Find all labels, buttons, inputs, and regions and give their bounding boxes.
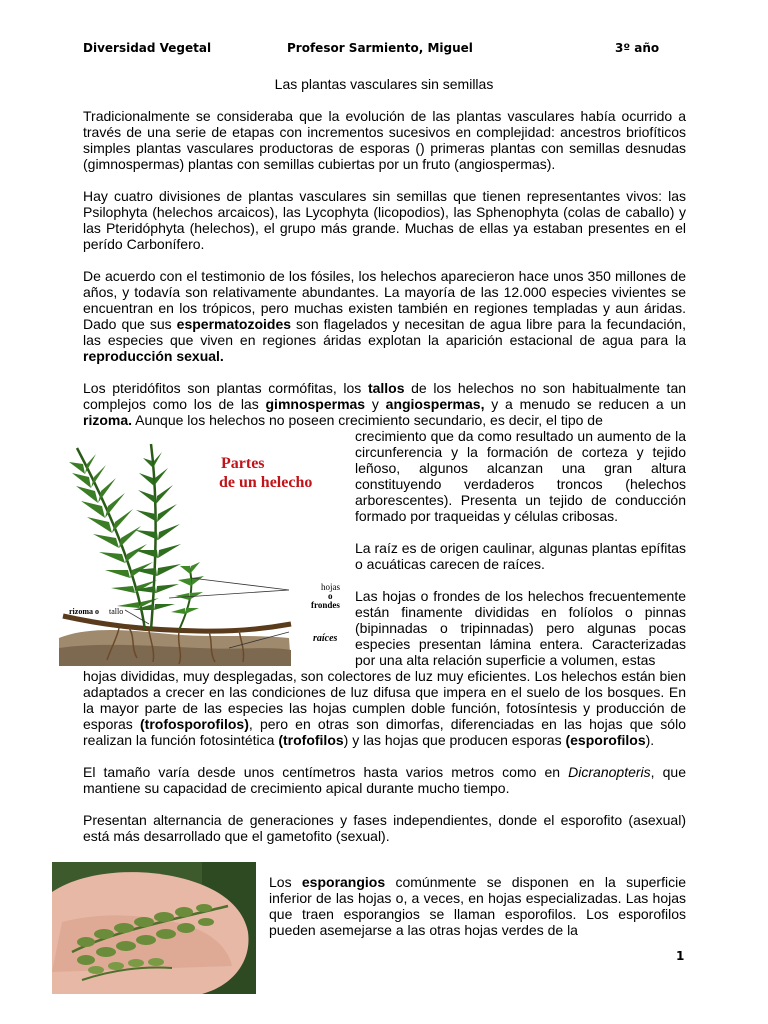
term-rizoma: rizoma. [83,412,133,428]
text-run: Los pteridófitos son plantas cormófitas, los [83,380,368,396]
paragraph-leaves-continued [83,668,686,748]
text-run: y a menudo se reducen a un [484,396,687,412]
text-run: De acuerdo con el testimonio de los fósiles, los helechos aparecieron hace unos 350 millones de años, y todavía son relativamente abundantes. La mayoría de las 12.000 especies vivientes se encuentran en los trópicos, pero muchas existen también en regiones templadas y aun áridas. Dado que sus [83,268,686,332]
text-run: hojas divididas, muy desplegadas, son colectores de luz muy eficientes. Los helechos están bien adaptados a crecer en las condiciones de luz difusa que impera en el suelo de los bosques. En la mayor parte de las especies las hojas cumplen doble función, fotosíntesis y producción de esporas [83,668,686,732]
term-trofofilos: (trofofilos [278,732,344,748]
term-espermatozoides: espermatozoides [176,316,292,332]
text-run: Aunque los helechos no poseen crecimiento secundario, es decir, el tipo de [132,412,603,428]
term-esporofilos: (esporofilos [565,732,646,748]
label-frondes: frondes [311,600,340,610]
header-year: 3º año [615,41,660,55]
paragraph-stems [83,380,686,428]
text-run: y [365,396,386,412]
label-hojas: hojas [321,582,340,592]
label-o: o [328,591,333,601]
figure-title-line2: de un helecho [219,474,313,491]
paragraph-size [83,764,686,796]
paragraph-divisions: Hay cuatro divisiones de plantas vasculares sin semillas que tienen representantes vivos: las Psilophyta (helechos arcaicos), las Lycophyta (licopodios), las Sphenophyta (colas de caballo) y las Pteridóphyta (helechos), el grupo más grande. Muchas de ellas ya estaban presentes en el perído Carbonífero. [83,188,686,252]
paragraph-root: La raíz es de origen caulinar, algunas plantas epífitas o acuáticas carecen de raíces. [355,540,686,572]
body-text-bottom [83,668,686,844]
text-run: ) y las hojas que producen esporas [343,732,566,748]
paragraph-sporangia [269,874,686,938]
text-run: Los [269,874,302,890]
term-gimnospermas: gimnospermas [265,396,366,412]
frond-left [69,448,159,630]
page-number: 1 [676,949,685,963]
term-trofosporofilos: (trofosporofilos) [140,716,249,732]
paragraph-generations: Presentan alternancia de generaciones y fases independientes, donde el esporofito (asexual) está más desarrollado que el gametofito (sexual). [83,812,686,844]
term-tallos: tallos [367,380,405,396]
term-dicranopteris: Dicranopteris [568,764,651,780]
paragraph-evolution: Tradicionalmente se consideraba que la evolución de las plantas vasculares había ocurrido a través de una serie de etapas con incrementos sucesivos en complejidad: ancestros briofíticos simples plantas vasculares productoras de esporas () primeras plantas con semillas desnudas (gimnospermas) plantas con semillas cubiertas por un fruto (angiospermas). [83,108,686,172]
text-run: , que mantiene su capacidad de crecimiento apical durante mucho tiempo. [83,764,687,796]
paragraph-growth: crecimiento que da como resultado un aumento de la circunferencia y la formación de corteza y tejido leñoso, algunos alcanzan una gran altura constituyendo verdaderos troncos (helechos arborescentes). Presenta un tejido de conducción formado por traqueidas y células cribosas. [355,428,686,524]
label-raices: raíces [313,633,338,644]
figure-title-line1: Partes [221,455,265,472]
label-rizoma: rizoma o [69,607,99,616]
fern-parts-figure [59,438,349,666]
text-run: comúnmente se disponen en la superficie inferior de las hojas o, a veces, en hojas especializadas. Las hojas que traen esporangios se llaman esporofilos. Los esporofilos pueden asemejarse a las otras hojas verdes de la [269,874,686,938]
header-subject: Diversidad Vegetal [83,41,212,55]
fern-leaf-photo [52,862,256,994]
text-run: , pero en otras son dimorfas, diferenciadas en las hojas que sólo realizan la función fotosintética [83,716,686,748]
text-run: ). [645,732,655,748]
term-esporangios: esporangios [301,874,386,890]
paragraph-fossils [83,268,686,364]
header-teacher: Profesor Sarmiento, Miguel [287,41,473,55]
text-run: son flagelados y necesitan de agua libre para la fecundación, las especies que viven en regiones áridas explotan la aparición estacional de agua para la [83,316,686,348]
label-tallo: tallo [109,607,124,616]
term-angiospermas: angiospermas, [385,396,485,412]
document-title: Las plantas vasculares sin semillas [274,76,494,92]
text-run: El tamaño varía desde unos centímetros hasta varios metros como en [83,764,569,780]
text-run: de los helechos no son habitualmente tan complejos como los de las [83,380,687,412]
body-text-top [83,108,686,428]
page-header [83,41,683,61]
term-reproduccion-sexual: reproducción sexual. [83,348,224,364]
paragraph-leaves-start: Las hojas o frondes de los helechos frecuentemente están finamente divididas en folíolos o pinnas (bipinnadas o tripinnadas) pero algunas pocas especies presentan lámina entera. Caracterizadas por una alta relación superficie a volumen, estas [355,588,686,668]
text-beside-figure [355,428,686,668]
